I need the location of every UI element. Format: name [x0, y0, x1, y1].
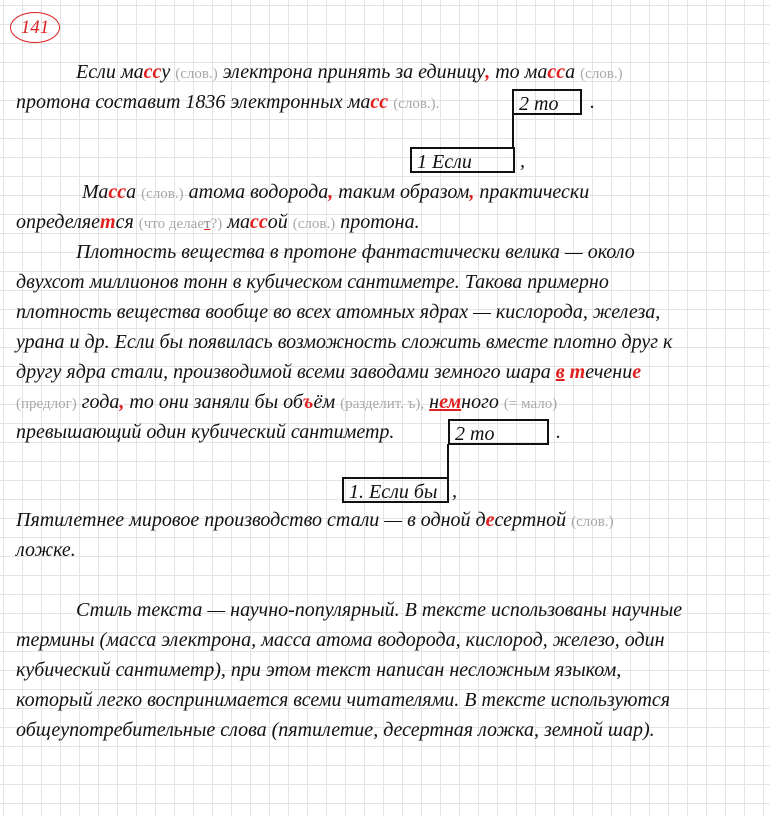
text-line: превышающий один кубический сантиметр. — [16, 421, 395, 443]
connector-line — [447, 444, 449, 478]
text-line: протона составит 1836 электронных масс (слов.). — [16, 91, 440, 113]
text-period: . — [590, 91, 595, 113]
text-line: плотность вещества вообще во всех атомных ядрах — кислорода, железа, — [16, 301, 661, 323]
clause-box-2: 2 то — [448, 419, 549, 445]
text-line: термины (масса электрона, масса атома водорода, кислород, железо, один — [16, 629, 665, 651]
text-line: (предлог) года, то они заняли бы объём (разделит. ъ), немного (= мало) — [16, 391, 558, 413]
text-line: общеупотребительные слова (пятилетие, десертная ложка, земной шар). — [16, 719, 655, 741]
connector-line — [512, 114, 514, 148]
text-line: Масса (слов.) атома водорода, таким образом, практически — [82, 181, 590, 203]
text-line: который легко воспринимается всеми читателями. В тексте используются — [16, 689, 671, 711]
text-comma: , — [452, 480, 457, 502]
text-line: Если массу (слов.) электрона принять за единицу, то масса (слов.) — [76, 61, 623, 83]
text-line: определяется (что делает?) массой (слов.) протона. — [16, 211, 420, 233]
text-line: Стиль текста — научно-популярный. В тексте использованы научные — [76, 599, 683, 621]
text-line: кубический сантиметр), при этом текст написан несложным языком, — [16, 659, 622, 681]
clause-box-2: 2 то — [512, 89, 582, 115]
text-line: двухсот миллионов тонн в кубическом сантиметре. Такова примерно — [16, 271, 609, 293]
clause-box-1: 1. Если бы — [342, 477, 449, 503]
text-period: . — [556, 421, 561, 443]
text-line: урана и др. Если бы появилась возможность сложить вместе плотно друг к — [16, 331, 673, 353]
exercise-number-badge: 141 — [10, 12, 60, 43]
text-line: Пятилетнее мировое производство стали — в одной десертной (слов.) — [16, 509, 614, 531]
clause-box-1: 1 Если — [410, 147, 515, 173]
text-line: другу ядра стали, производимой всеми заводами земного шара в течение — [16, 361, 642, 383]
text-line: ложке. — [16, 539, 76, 561]
text-line: Плотность вещества в протоне фантастически велика — около — [76, 241, 635, 263]
text-comma: , — [520, 150, 525, 172]
